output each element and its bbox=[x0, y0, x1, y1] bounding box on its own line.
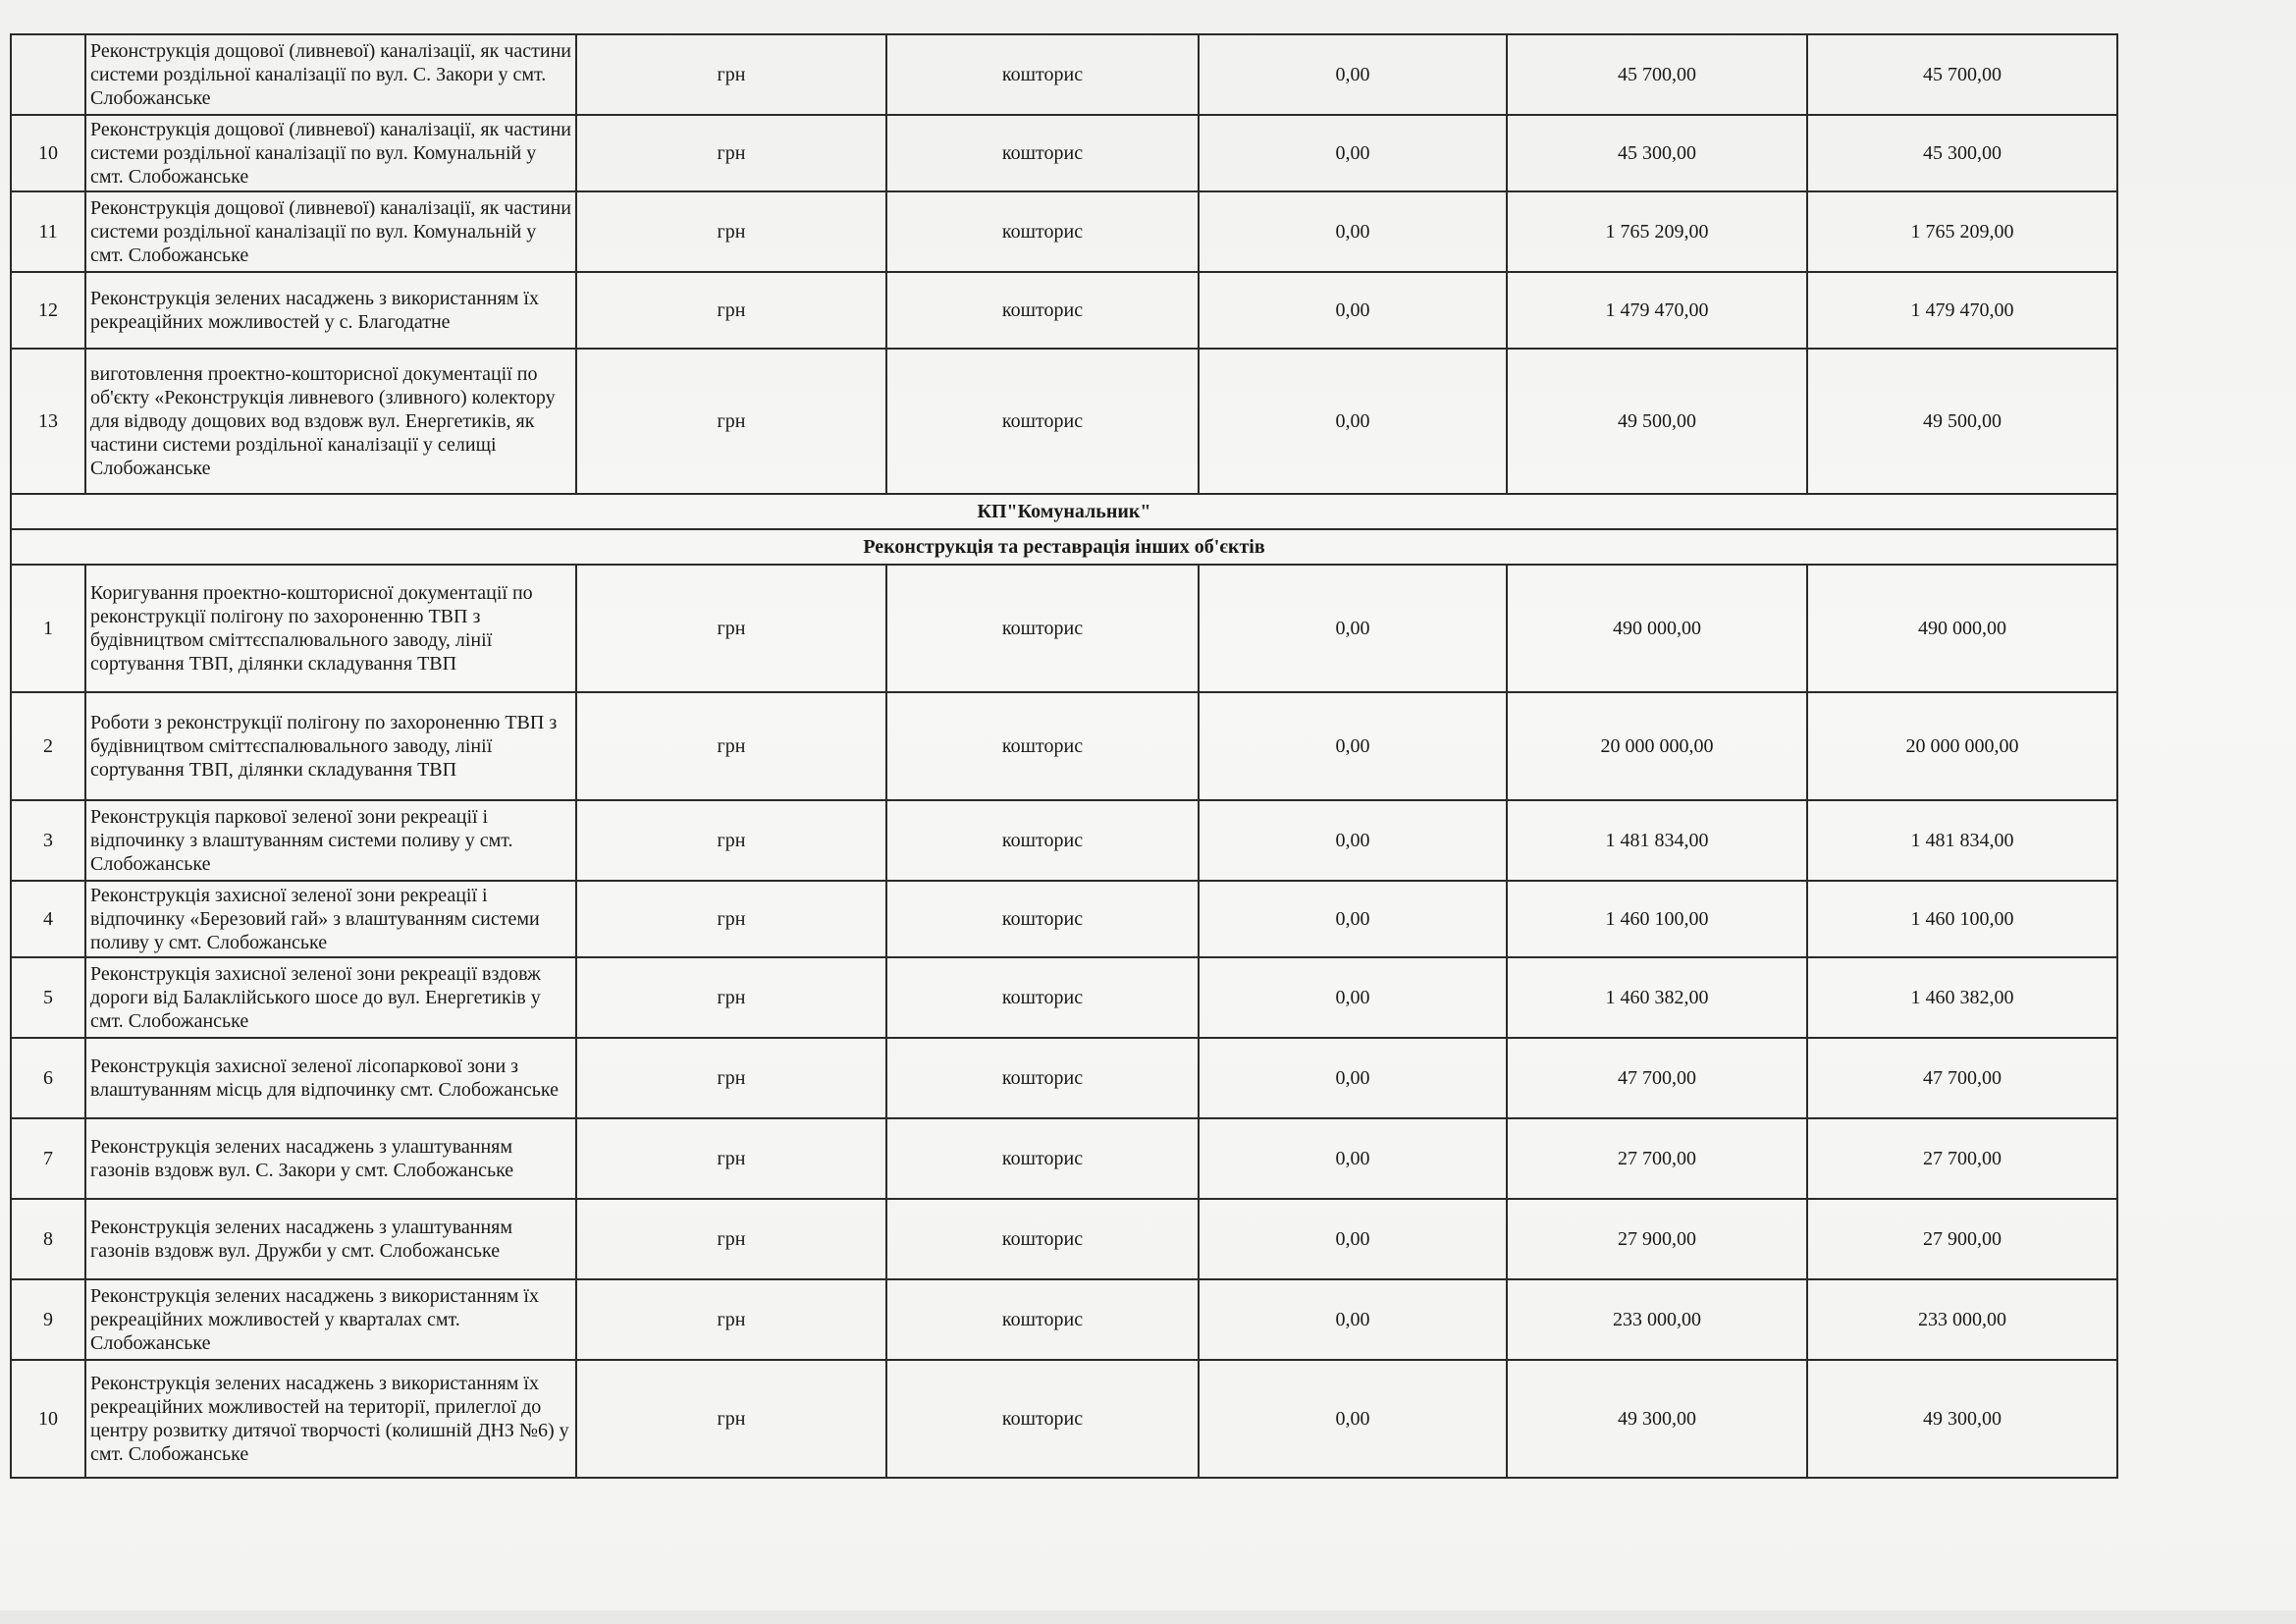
unit-cell: грн bbox=[576, 881, 886, 957]
value-2-cell: 27 700,00 bbox=[1507, 1118, 1807, 1199]
unit-cell: грн bbox=[576, 115, 886, 191]
row-number bbox=[11, 34, 85, 115]
row-number: 12 bbox=[11, 272, 85, 349]
unit-cell: грн bbox=[576, 349, 886, 494]
row-number: 13 bbox=[11, 349, 85, 494]
item-name: Реконструкція дощової (ливневої) каналізації, як частини системи роздільної каналізації по вул. С. Закори у смт. Слобожанське bbox=[85, 34, 576, 115]
item-name: Коригування проектно-кошторисної документації по реконструкції полігону по захороненню ТВП з будівництвом сміттєспалювального заводу, лінії сортування ТВП, ділянки складування ТВП bbox=[85, 565, 576, 692]
section-title: КП"Комунальник" bbox=[11, 494, 2117, 529]
value-3-cell: 49 300,00 bbox=[1807, 1360, 2117, 1478]
value-3-cell: 1 479 470,00 bbox=[1807, 272, 2117, 349]
table-body-bottom bbox=[11, 565, 2117, 1478]
table-section-header bbox=[11, 494, 2117, 565]
source-cell: кошторис bbox=[886, 565, 1199, 692]
row-number: 9 bbox=[11, 1279, 85, 1360]
value-2-cell: 1 765 209,00 bbox=[1507, 191, 1807, 272]
table-row bbox=[11, 349, 2117, 494]
value-2-cell: 20 000 000,00 bbox=[1507, 692, 1807, 800]
value-1-cell: 0,00 bbox=[1199, 565, 1507, 692]
value-1-cell: 0,00 bbox=[1199, 1118, 1507, 1199]
unit-cell: грн bbox=[576, 1038, 886, 1118]
row-number: 10 bbox=[11, 115, 85, 191]
value-2-cell: 1 481 834,00 bbox=[1507, 800, 1807, 881]
value-1-cell: 0,00 bbox=[1199, 115, 1507, 191]
table-row bbox=[11, 272, 2117, 349]
unit-cell: грн bbox=[576, 565, 886, 692]
item-name: Реконструкція дощової (ливневої) каналізації, як частини системи роздільної каналізації по вул. Комунальній у смт. Слобожанське bbox=[85, 115, 576, 191]
subsection-row bbox=[11, 529, 2117, 565]
table-row bbox=[11, 881, 2117, 957]
item-name: виготовлення проектно-кошторисної документації по об'єкту «Реконструкція ливневого (зливного) колектору для відводу дощових вод вздовж вул. Енергетиків, як частини системи роздільної каналізації у селищі Слобожанське bbox=[85, 349, 576, 494]
source-cell: кошторис bbox=[886, 191, 1199, 272]
value-1-cell: 0,00 bbox=[1199, 34, 1507, 115]
table-row bbox=[11, 191, 2117, 272]
table-row bbox=[11, 800, 2117, 881]
item-name: Реконструкція паркової зеленої зони рекреації і відпочинку з влаштуванням системи поливу у смт. Слобожанське bbox=[85, 800, 576, 881]
value-2-cell: 45 700,00 bbox=[1507, 34, 1807, 115]
source-cell: кошторис bbox=[886, 1038, 1199, 1118]
source-cell: кошторис bbox=[886, 881, 1199, 957]
source-cell: кошторис bbox=[886, 272, 1199, 349]
unit-cell: грн bbox=[576, 957, 886, 1038]
unit-cell: грн bbox=[576, 1118, 886, 1199]
source-cell: кошторис bbox=[886, 115, 1199, 191]
row-number: 5 bbox=[11, 957, 85, 1038]
value-2-cell: 1 460 382,00 bbox=[1507, 957, 1807, 1038]
table-row bbox=[11, 1118, 2117, 1199]
row-number: 8 bbox=[11, 1199, 85, 1279]
row-number: 4 bbox=[11, 881, 85, 957]
value-1-cell: 0,00 bbox=[1199, 881, 1507, 957]
value-2-cell: 233 000,00 bbox=[1507, 1279, 1807, 1360]
value-1-cell: 0,00 bbox=[1199, 1199, 1507, 1279]
table-row bbox=[11, 1360, 2117, 1478]
table-row bbox=[11, 115, 2117, 191]
section-row bbox=[11, 494, 2117, 529]
value-2-cell: 49 500,00 bbox=[1507, 349, 1807, 494]
table-row bbox=[11, 1199, 2117, 1279]
value-3-cell: 20 000 000,00 bbox=[1807, 692, 2117, 800]
value-2-cell: 1 479 470,00 bbox=[1507, 272, 1807, 349]
value-3-cell: 49 500,00 bbox=[1807, 349, 2117, 494]
table-row bbox=[11, 1279, 2117, 1360]
value-3-cell: 45 700,00 bbox=[1807, 34, 2117, 115]
source-cell: кошторис bbox=[886, 800, 1199, 881]
value-2-cell: 1 460 100,00 bbox=[1507, 881, 1807, 957]
unit-cell: грн bbox=[576, 34, 886, 115]
item-name: Реконструкція захисної зеленої лісопаркової зони з влаштуванням місць для відпочинку смт. Слобожанське bbox=[85, 1038, 576, 1118]
value-1-cell: 0,00 bbox=[1199, 692, 1507, 800]
value-3-cell: 233 000,00 bbox=[1807, 1279, 2117, 1360]
value-3-cell: 490 000,00 bbox=[1807, 565, 2117, 692]
subsection-title: Реконструкція та реставрація інших об'єктів bbox=[11, 529, 2117, 565]
source-cell: кошторис bbox=[886, 1360, 1199, 1478]
table-row bbox=[11, 34, 2117, 115]
value-3-cell: 47 700,00 bbox=[1807, 1038, 2117, 1118]
row-number: 7 bbox=[11, 1118, 85, 1199]
unit-cell: грн bbox=[576, 692, 886, 800]
row-number: 6 bbox=[11, 1038, 85, 1118]
source-cell: кошторис bbox=[886, 1199, 1199, 1279]
value-2-cell: 47 700,00 bbox=[1507, 1038, 1807, 1118]
source-cell: кошторис bbox=[886, 692, 1199, 800]
value-1-cell: 0,00 bbox=[1199, 1279, 1507, 1360]
table-row bbox=[11, 1038, 2117, 1118]
item-name: Роботи з реконструкції полігону по захороненню ТВП з будівництвом сміттєспалювального заводу, лінії сортування ТВП, ділянки складування ТВП bbox=[85, 692, 576, 800]
value-1-cell: 0,00 bbox=[1199, 191, 1507, 272]
value-2-cell: 49 300,00 bbox=[1507, 1360, 1807, 1478]
item-name: Реконструкція зелених насаджень з використанням їх рекреаційних можливостей у кварталах смт. Слобожанське bbox=[85, 1279, 576, 1360]
value-1-cell: 0,00 bbox=[1199, 349, 1507, 494]
value-3-cell: 1 481 834,00 bbox=[1807, 800, 2117, 881]
item-name: Реконструкція дощової (ливневої) каналізації, як частини системи роздільної каналізації по вул. Комунальній у смт. Слобожанське bbox=[85, 191, 576, 272]
row-number: 2 bbox=[11, 692, 85, 800]
scan-bottom-edge bbox=[0, 1610, 2296, 1624]
row-number: 1 bbox=[11, 565, 85, 692]
unit-cell: грн bbox=[576, 272, 886, 349]
value-1-cell: 0,00 bbox=[1199, 1038, 1507, 1118]
table-row bbox=[11, 957, 2117, 1038]
source-cell: кошторис bbox=[886, 1118, 1199, 1199]
value-1-cell: 0,00 bbox=[1199, 800, 1507, 881]
table-body-top bbox=[11, 34, 2117, 494]
source-cell: кошторис bbox=[886, 1279, 1199, 1360]
value-1-cell: 0,00 bbox=[1199, 1360, 1507, 1478]
row-number: 11 bbox=[11, 191, 85, 272]
unit-cell: грн bbox=[576, 1199, 886, 1279]
value-2-cell: 27 900,00 bbox=[1507, 1199, 1807, 1279]
unit-cell: грн bbox=[576, 1279, 886, 1360]
table-row bbox=[11, 692, 2117, 800]
item-name: Реконструкція захисної зеленої зони рекреації і відпочинку «Березовий гай» з влаштуванням системи поливу у смт. Слобожанське bbox=[85, 881, 576, 957]
source-cell: кошторис bbox=[886, 34, 1199, 115]
value-1-cell: 0,00 bbox=[1199, 957, 1507, 1038]
value-3-cell: 27 700,00 bbox=[1807, 1118, 2117, 1199]
source-cell: кошторис bbox=[886, 957, 1199, 1038]
item-name: Реконструкція зелених насаджень з використанням їх рекреаційних можливостей на території, прилеглої до центру розвитку дитячої творчості (колишній ДНЗ №6) у смт. Слобожанське bbox=[85, 1360, 576, 1478]
item-name: Реконструкція зелених насаджень з улаштуванням газонів вздовж вул. Дружби у смт. Слобожанське bbox=[85, 1199, 576, 1279]
item-name: Реконструкція захисної зеленої зони рекреації вздовж дороги від Балаклійського шосе до вул. Енергетиків у смт. Слобожанське bbox=[85, 957, 576, 1038]
value-3-cell: 45 300,00 bbox=[1807, 115, 2117, 191]
value-3-cell: 1 460 382,00 bbox=[1807, 957, 2117, 1038]
table-row bbox=[11, 565, 2117, 692]
unit-cell: грн bbox=[576, 191, 886, 272]
value-2-cell: 490 000,00 bbox=[1507, 565, 1807, 692]
value-2-cell: 45 300,00 bbox=[1507, 115, 1807, 191]
item-name: Реконструкція зелених насаджень з улаштуванням газонів вздовж вул. С. Закори у смт. Слобожанське bbox=[85, 1118, 576, 1199]
row-number: 3 bbox=[11, 800, 85, 881]
value-3-cell: 27 900,00 bbox=[1807, 1199, 2117, 1279]
unit-cell: грн bbox=[576, 1360, 886, 1478]
row-number: 10 bbox=[11, 1360, 85, 1478]
budget-table bbox=[10, 33, 2118, 1479]
source-cell: кошторис bbox=[886, 349, 1199, 494]
value-1-cell: 0,00 bbox=[1199, 272, 1507, 349]
unit-cell: грн bbox=[576, 800, 886, 881]
item-name: Реконструкція зелених насаджень з використанням їх рекреаційних можливостей у с. Благодатне bbox=[85, 272, 576, 349]
value-3-cell: 1 460 100,00 bbox=[1807, 881, 2117, 957]
value-3-cell: 1 765 209,00 bbox=[1807, 191, 2117, 272]
